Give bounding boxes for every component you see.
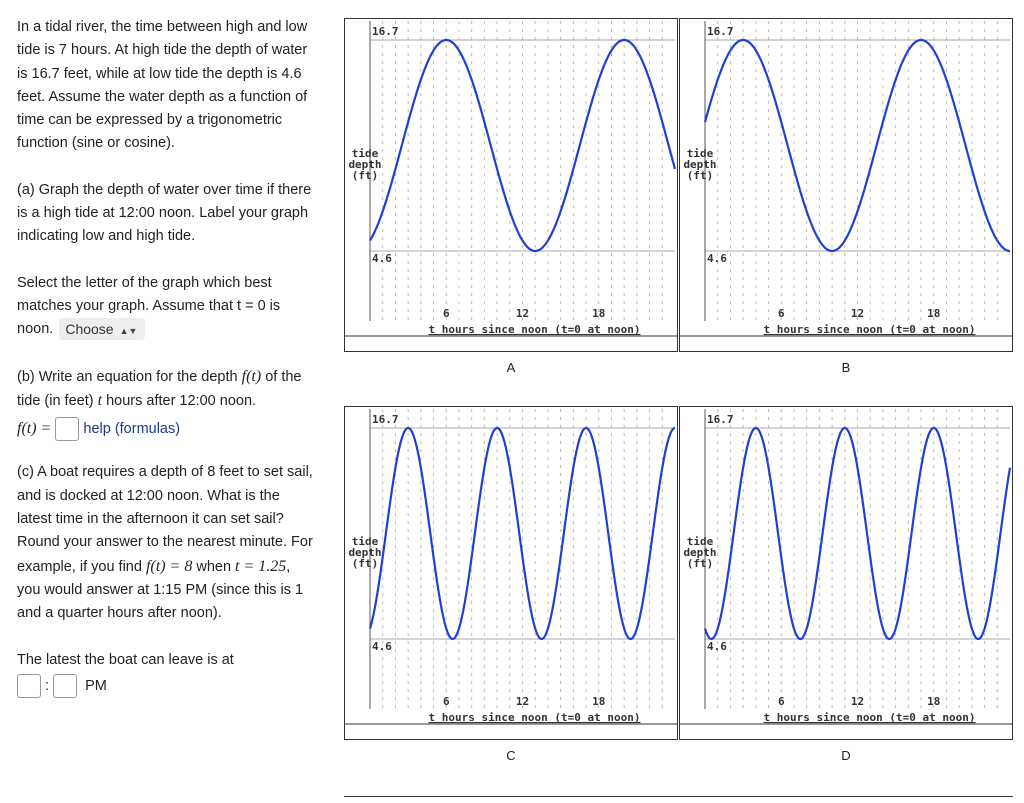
graph-c bbox=[344, 406, 678, 740]
x-tick-label: 18 bbox=[927, 695, 941, 708]
y-axis-label: depth bbox=[683, 546, 717, 559]
question-intro: In a tidal river, the time between high and low tide is 7 hours. At high tide the depth of water is 16.7 feet, while at low tide the depth is 4.6 feet. Assume the water depth as a function of time can be expressed by a trigonometric function (sine or cosine). bbox=[17, 19, 308, 152]
part-b-t: t bbox=[97, 391, 103, 409]
part-c-eq1: f(t) = 8 bbox=[145, 557, 193, 575]
graph-a bbox=[344, 18, 678, 352]
graph-choice-select[interactable] bbox=[59, 318, 145, 340]
part-c-eq2: t = 1.25 bbox=[235, 557, 287, 575]
graph-a-letter: A bbox=[506, 360, 516, 375]
y-axis-label: depth bbox=[348, 546, 382, 559]
chart-svg bbox=[680, 407, 1012, 739]
y-axis-label: (ft) bbox=[351, 557, 379, 570]
x-tick-label: 6 bbox=[777, 307, 785, 320]
x-tick-label: 6 bbox=[777, 695, 785, 708]
help-formulas-link[interactable]: help (formulas) bbox=[83, 421, 181, 438]
equation-input[interactable] bbox=[55, 417, 79, 441]
select-prompt bbox=[17, 272, 317, 342]
part-c-text bbox=[17, 461, 317, 625]
graph-c-letter: C bbox=[506, 748, 516, 763]
next-graph-row-edge bbox=[344, 796, 1013, 803]
x-tick-label: 12 bbox=[515, 307, 530, 320]
y-axis-label: (ft) bbox=[686, 557, 714, 570]
x-axis-label: t hours since noon (t=0 at noon) bbox=[763, 323, 976, 336]
x-axis-label: t hours since noon (t=0 at noon) bbox=[428, 711, 641, 724]
chart-svg bbox=[345, 19, 677, 351]
fn-label: f(t) = bbox=[17, 420, 52, 438]
x-tick-label: 18 bbox=[927, 307, 941, 320]
y-tick-label: 16.7 bbox=[707, 413, 734, 426]
x-tick-label: 12 bbox=[850, 695, 865, 708]
part-c-text-2: , you would answer at 1:15 PM (since this is 1 and a quarter hours after noon). bbox=[17, 558, 304, 622]
y-tick-label: 16.7 bbox=[372, 25, 399, 38]
chart-svg bbox=[345, 407, 677, 739]
chart-svg bbox=[680, 19, 1012, 351]
x-axis-label: t hours since noon (t=0 at noon) bbox=[428, 323, 641, 336]
part-b-text-1: (b) Write an equation for the depth bbox=[17, 368, 238, 385]
colon-text: : bbox=[45, 677, 50, 694]
part-c-when: when bbox=[196, 558, 232, 575]
pm-text: PM bbox=[85, 677, 107, 694]
y-axis-label: tide bbox=[686, 535, 714, 548]
y-tick-label: 16.7 bbox=[707, 25, 734, 38]
x-tick-label: 6 bbox=[442, 695, 450, 708]
graph-d bbox=[679, 406, 1013, 740]
part-c-text-1: (c) A boat requires a depth of 8 feet to set sail, and is docked at 12:00 noon. What is the latest time in the afternoon it can set sail? Round your answer to the nearest minute. For example, if you find bbox=[17, 464, 313, 575]
x-tick-label: 12 bbox=[850, 307, 865, 320]
x-tick-label: 12 bbox=[515, 695, 530, 708]
part-b-text-3: hours after 12:00 noon. bbox=[106, 392, 257, 409]
x-tick-label: 6 bbox=[442, 307, 450, 320]
x-tick-label: 18 bbox=[592, 307, 606, 320]
x-axis-label: t hours since noon (t=0 at noon) bbox=[763, 711, 976, 724]
select-prompt-text: Select the letter of the graph which best matches your graph. Assume that t = 0 is noon. bbox=[17, 274, 281, 338]
graph-b bbox=[679, 18, 1013, 352]
hour-input[interactable] bbox=[17, 674, 41, 698]
y-tick-label: 4.6 bbox=[707, 252, 727, 265]
graph-d-letter: D bbox=[841, 748, 851, 763]
y-tick-label: 4.6 bbox=[372, 252, 392, 265]
y-tick-label: 4.6 bbox=[707, 640, 727, 653]
y-axis-label: (ft) bbox=[686, 169, 714, 182]
y-tick-label: 4.6 bbox=[372, 640, 392, 653]
graph-b-letter: B bbox=[841, 360, 851, 375]
graph-choice-value: Choose bbox=[65, 321, 114, 338]
y-axis-label: (ft) bbox=[351, 169, 379, 182]
y-axis-label: depth bbox=[348, 158, 382, 171]
equation-row bbox=[17, 417, 317, 441]
part-a-text: (a) Graph the depth of water over time if there is a high tide at 12:00 noon. Label your graph indicating low and high tide. bbox=[17, 181, 312, 245]
part-b-text-2: of the tide (in feet) bbox=[17, 368, 302, 409]
time-row bbox=[17, 674, 317, 698]
minute-input[interactable] bbox=[53, 674, 77, 698]
latest-label: The latest the boat can leave is at bbox=[17, 651, 234, 668]
y-axis-label: tide bbox=[351, 147, 379, 160]
y-tick-label: 16.7 bbox=[372, 413, 399, 426]
question-panel bbox=[17, 16, 317, 698]
y-axis-label: tide bbox=[686, 147, 714, 160]
y-axis-label: tide bbox=[351, 535, 379, 548]
x-tick-label: 18 bbox=[592, 695, 606, 708]
updown-arrows-icon: ▲▼ bbox=[119, 326, 138, 337]
part-b-text bbox=[17, 365, 317, 414]
y-axis-label: depth bbox=[683, 158, 717, 171]
part-b-fn: f(t) bbox=[241, 367, 262, 385]
